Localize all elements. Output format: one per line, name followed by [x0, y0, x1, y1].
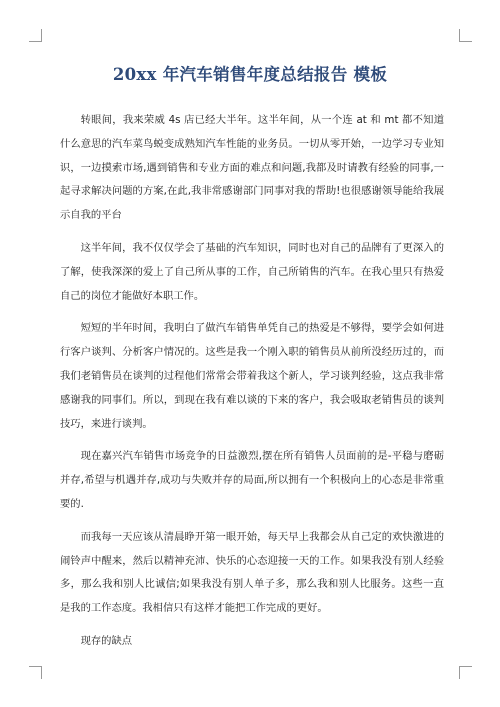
- section-heading-shortcomings: 现存的缺点: [80, 634, 133, 647]
- paragraph-3: 短短的半年时间，我明白了做汽车销售单凭自己的热爱是不够得，要学会如何进行客户谈判、分析客户情况的。这些是我一个刚入职的销售员从前所没经历过的，而我们老销售员在谈判的过程他们常常会带着我这个新人，学习谈判经验，这点我非常感谢我的同事们。所以，到现在我有难以谈的下来的客户，我会吸取老销售员的谈判技巧，来进行谈判。: [60, 322, 444, 430]
- document-title: 20xx 年汽车销售年度总结报告 模板: [112, 65, 388, 84]
- page-corner-mark-top-left: [29, 29, 42, 42]
- document-body: [60, 109, 444, 663]
- page-corner-mark-bottom-right: [459, 666, 472, 679]
- paragraph-4: 现在嘉兴汽车销售市场竞争的日益激烈,摆在所有销售人员面前的是-平稳与磨砺并存,希望与机遇并存,成功与失败并存的局面,所以拥有一个积极向上的心态是非常重要的.: [60, 450, 444, 510]
- page-corner-mark-bottom-left: [29, 666, 42, 679]
- paragraph-1: 转眼间，我来荣威 4s 店已经大半年。这半年间，从一个连 at 和 mt 都不知道什么意思的汽车菜鸟蜕变成熟知汽车性能的业务员。一切从零开始，一边学习专业知识，一边摸索市场,遇到销售和专业方面的难点和问题,我都及时请教有经验的同事,一起寻求解决问题的方案,在此,我非常感谢部门同事对我的帮助!也很感谢领导能给我展示自我的平台: [60, 114, 444, 222]
- paragraph-5: 而我每一天应该从清晨睁开第一眼开始，每天早上我都会从自己定的欢快激进的闹铃声中醒来，然后以精神充沛、快乐的心态迎接一天的工作。如果我没有别人经验多，那么我和别人比诚信;如果我没有别人单子多，那么我和别人比服务。这些一直是我的工作态度。我相信只有这样才能把工作完成的更好。: [60, 530, 444, 615]
- page-corner-mark-top-right: [459, 29, 472, 42]
- paragraph-2: 这半年间，我不仅仅学会了基础的汽车知识，同时也对自己的品牌有了更深入的了解，使我深深的爱上了自己所从事的工作，自己所销售的汽车。在我心里只有热爱自己的岗位才能做好本职工作。: [60, 241, 444, 302]
